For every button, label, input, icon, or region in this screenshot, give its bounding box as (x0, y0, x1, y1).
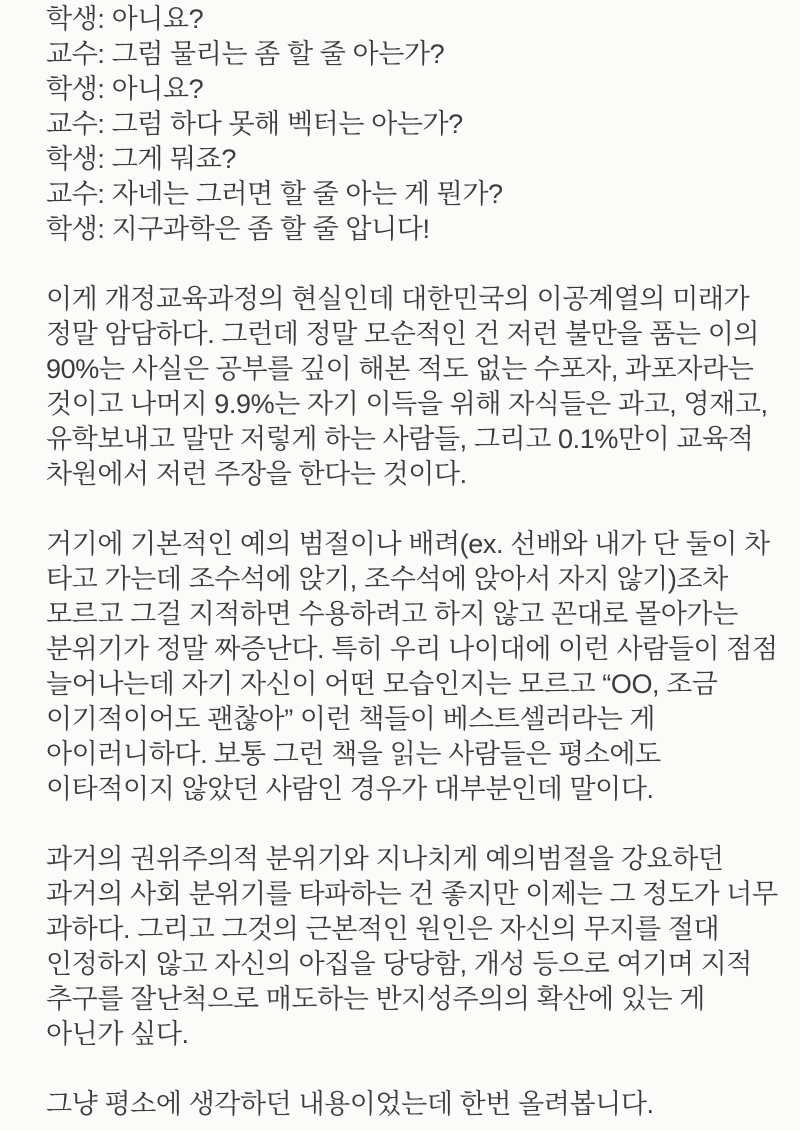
text-line: 거기에 기본적인 예의 범절이나 배려(ex. 선배와 내가 단 둘이 차 (46, 529, 770, 559)
text-line: 정말 암담하다. 그런데 정말 모순적인 건 저런 불만을 품는 이의 (46, 319, 760, 349)
text-line: 분위기가 정말 짜증난다. 특히 우리 나이대에 이런 사람들이 점점 (46, 634, 778, 664)
paragraph-2 (46, 527, 776, 807)
text-line: 이타적이지 않았던 사람인 경우가 대부분인데 말이다. (46, 774, 654, 804)
text-line: 차원에서 저런 주장을 한다는 것이다. (46, 459, 467, 489)
text-line: 학생: 아니요? (46, 74, 204, 104)
text-line: 모르고 그걸 지적하면 수용하려고 하지 않고 꼰대로 몰아가는 (46, 599, 738, 629)
text-line: 아닌가 싶다. (46, 1019, 189, 1049)
text-line: 늘어나는데 자기 자신이 어떤 모습인지는 모르고 “OO, 조금 (46, 669, 718, 699)
text-line: 교수: 그럼 물리는 좀 할 줄 아는가? (46, 39, 445, 69)
text-line: 교수: 자네는 그러면 할 줄 아는 게 뭔가? (46, 179, 503, 209)
text-line: 학생: 그게 뭐죠? (46, 144, 237, 174)
text-line: 교수: 그럼 하다 못해 벡터는 아는가? (46, 109, 463, 139)
dialogue-block (46, 2, 776, 247)
text-line: 학생: 아니요? (46, 4, 204, 34)
text-line: 유학보내고 말만 저렇게 하는 사람들, 그리고 0.1%만이 교육적 (46, 424, 754, 454)
text-line: 그냥 평소에 생각하던 내용이었는데 한번 올려봅니다. (46, 1089, 654, 1119)
paragraph-1 (46, 282, 776, 492)
text-line: 과하다. 그리고 그것의 근본적인 원인은 자신의 무지를 절대 (46, 914, 720, 944)
paragraph-3 (46, 842, 776, 1052)
text-line: 이기적이어도 괜찮아” 이런 책들이 베스트셀러라는 게 (46, 704, 656, 734)
text-line: 과거의 권위주의적 분위기와 지나치게 예의범절을 강요하던 (46, 844, 724, 874)
text-line: 인정하지 않고 자신의 아집을 당당함, 개성 등으로 여기며 지적 (46, 949, 752, 979)
text-line: 90%는 사실은 공부를 깊이 해본 적도 없는 수포자, 과포자라는 (46, 354, 754, 384)
text-line: 추구를 잘난척으로 매도하는 반지성주의의 확산에 있는 게 (46, 984, 705, 1014)
text-line: 아이러니하다. 보통 그런 책을 읽는 사람들은 평소에도 (46, 739, 661, 769)
text-line: 이게 개정교육과정의 현실인데 대한민국의 이공계열의 미래가 (46, 284, 750, 314)
text-line: 과거의 사회 분위기를 타파하는 건 좋지만 이제는 그 정도가 너무 (46, 879, 778, 909)
text-line: 것이고 나머지 9.9%는 자기 이득을 위해 자식들은 과고, 영재고, (46, 389, 768, 419)
text-line: 타고 가는데 조수석에 앉기, 조수석에 앉아서 자지 않기)조차 (46, 564, 728, 594)
text-line: 학생: 지구과학은 좀 할 줄 압니다! (46, 214, 430, 244)
closing-paragraph (46, 1087, 776, 1122)
